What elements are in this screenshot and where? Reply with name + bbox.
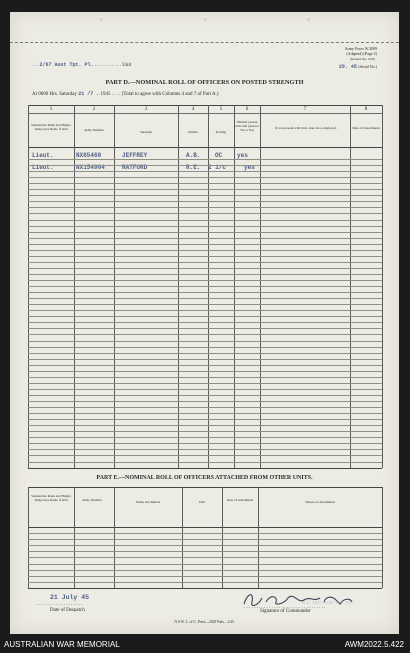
header-bottom-rule — [28, 147, 382, 148]
column-number: 5 — [219, 107, 223, 112]
ruled-line — [28, 359, 382, 360]
ruled-line — [28, 213, 382, 214]
despatch-date-label: . . . . . . . . . . . . . . . . . . . — [36, 602, 83, 607]
unit-typed: 2/67 Aust Tpt. Pl. — [39, 62, 94, 68]
ruled-line — [28, 171, 382, 172]
ruled-line — [28, 353, 382, 354]
ruled-line — [28, 316, 382, 317]
revised-label: (Revised Jan., 1943) — [350, 57, 375, 61]
ruled-line — [28, 545, 382, 546]
part-d-title: PART D.—NOMINAL ROLL OF OFFICERS ON POSTED STRENGTH — [105, 79, 304, 86]
ruled-line — [28, 165, 382, 166]
ruled-line — [28, 551, 382, 552]
signature-label: Signature of Commander — [260, 609, 311, 614]
column-header-posting: Posting — [215, 130, 227, 134]
table-bottom-rule — [28, 468, 382, 469]
column-rule — [382, 487, 383, 588]
footer-institution: AUSTRALIAN WAR MEMORIAL — [4, 640, 120, 649]
column-number: 6 — [245, 107, 249, 112]
ruled-line — [28, 304, 382, 305]
ruled-line — [28, 557, 382, 558]
cell-army-number: NX154904 — [76, 164, 105, 171]
ruled-line — [28, 455, 382, 456]
part-e-header-rank: Substantive Rank and Higher Temporary Rank, if held — [31, 494, 71, 502]
ruled-line — [28, 533, 382, 534]
column-header-army-number: Army Number — [84, 128, 104, 132]
ruled-line — [28, 413, 382, 414]
ruled-line — [28, 238, 382, 239]
column-number: 2 — [92, 107, 96, 112]
ruled-line — [28, 226, 382, 227]
serial-line — [339, 64, 377, 70]
ruled-line — [28, 334, 382, 335]
cell-posting: OC — [215, 152, 223, 159]
ruled-line — [28, 250, 382, 251]
cell-surname: RATFORD — [122, 164, 148, 171]
cell-present: yes — [244, 164, 255, 171]
column-header-detachment: Date of Detachment — [352, 126, 380, 130]
ruled-line — [28, 262, 382, 263]
ruled-line — [28, 383, 382, 384]
ruled-line — [28, 207, 382, 208]
signature-line: . . . . . . . . . . . . . . . . . . . . . . . . . . . . . . . . . — [244, 605, 326, 610]
ruled-line — [28, 431, 382, 432]
ruled-line — [28, 159, 382, 160]
roll-date-typed: 21 /7 . — [78, 91, 100, 97]
column-rule — [28, 487, 29, 588]
ruled-line — [28, 195, 382, 196]
column-header-surname: Surname — [139, 130, 153, 134]
cell-initials: A.B. — [186, 152, 201, 159]
ruled-line — [28, 377, 382, 378]
column-number: 1 — [49, 107, 53, 112]
ruled-line — [28, 177, 382, 178]
ruled-line — [28, 280, 382, 281]
ruled-line — [28, 341, 382, 342]
ruled-line — [28, 183, 382, 184]
column-number: 8 — [364, 107, 368, 112]
cell-present: yes — [237, 152, 248, 159]
ruled-line — [28, 201, 382, 202]
ruled-line — [28, 268, 382, 269]
number-row-rule — [28, 113, 382, 114]
ruled-line — [28, 419, 382, 420]
ruled-line — [28, 244, 382, 245]
punch-hole — [204, 18, 207, 21]
ruled-line — [28, 462, 382, 463]
column-header-initials: Initials — [188, 130, 198, 134]
column-header-present: Whether present with Unit (Answer Yes or No) — [235, 120, 259, 132]
table-top-rule — [28, 105, 382, 106]
punch-hole — [100, 18, 103, 21]
unit-stamp: O.C. 2/67 AUST TPT. PL. — [302, 600, 353, 605]
ruled-line — [28, 298, 382, 299]
column-number: 7 — [303, 107, 307, 112]
cell-army-number: NX65468 — [76, 152, 102, 159]
ruled-line — [28, 570, 382, 571]
part-e-header-unit: Unit — [198, 500, 206, 504]
agree-note: (Total to agree with Columns 4 and 7 of Part A.) — [121, 92, 219, 97]
ruled-line — [28, 407, 382, 408]
column-header-employment: If not present with Unit, state how employed. — [275, 126, 337, 130]
ruled-line — [28, 220, 382, 221]
ruled-line — [28, 347, 382, 348]
ruled-line — [28, 539, 382, 540]
cell-surname: JEFFREY — [122, 152, 148, 159]
printer-imprint: N.S.W. L. of C. Press—2300 Pads—1/45. — [174, 620, 235, 624]
part-e-title: PART E.—NOMINAL ROLL OF OFFICERS ATTACHED FROM OTHER UNITS. — [96, 475, 313, 481]
ruled-line — [28, 437, 382, 438]
ruled-line — [28, 389, 382, 390]
serial-typed: 29. 45 — [338, 64, 357, 70]
column-rule — [382, 105, 383, 468]
unit-line: . . . 2/67 Aust Tpt. Pl. . . . . . . . . . . . Unit — [32, 62, 132, 68]
cell-rank: Lieut. — [32, 152, 54, 159]
punch-hole — [307, 18, 310, 21]
cell-posting: 2 i/c — [208, 164, 227, 171]
ruled-line — [28, 322, 382, 323]
column-rule — [114, 487, 115, 588]
cell-rank: Lieut. — [32, 164, 54, 171]
ruled-line — [28, 292, 382, 293]
ruled-line — [28, 286, 382, 287]
column-header-rank: Substantive Rank and Higher Temporary Rank, if held — [31, 123, 71, 131]
part-e-header-army-number: Army Number — [82, 498, 102, 502]
ruled-line — [28, 371, 382, 372]
column-rule — [222, 487, 223, 588]
serial-label: (Serial No.) — [358, 64, 377, 69]
ruled-line — [28, 443, 382, 444]
army-form-label: Army Form W.3009 — [344, 46, 377, 51]
archive-footer — [0, 634, 410, 653]
part-e-header-date: Date of Attachment — [226, 498, 254, 502]
ruled-line — [28, 582, 382, 583]
despatch-date-typed: 21 July 45 — [50, 594, 90, 601]
ruled-line — [28, 328, 382, 329]
column-number: 3 — [144, 107, 148, 112]
ruled-line — [28, 365, 382, 366]
column-rule — [74, 487, 75, 588]
at-line: At 0600 Hrs. Saturday 21 /7 . 1945 . . . . (Total to agree with Columns 4 and 7 of Part A.) — [32, 91, 219, 97]
adapted-label: (Adapted) (Page 2) — [346, 51, 377, 56]
ruled-line — [28, 189, 382, 190]
ruled-line — [28, 576, 382, 577]
unit-label: Unit — [122, 63, 132, 68]
part-e-header-rule — [28, 527, 382, 528]
perforation-line — [10, 42, 399, 43]
cell-initials: R.E. — [186, 164, 201, 171]
despatch-label: Date of Despatch — [50, 608, 85, 613]
part-e-top-rule — [28, 487, 382, 488]
ruled-line — [28, 274, 382, 275]
part-e-header-nature: Nature of Attachment — [305, 500, 335, 504]
ruled-line — [28, 232, 382, 233]
part-e-header-name: Name and Initials — [135, 500, 161, 504]
ruled-line — [28, 310, 382, 311]
ruled-line — [28, 425, 382, 426]
form-sheet — [10, 12, 399, 634]
ruled-line — [28, 256, 382, 257]
ruled-line — [28, 395, 382, 396]
ruled-line — [28, 564, 382, 565]
at-label: At 0600 Hrs. Saturday — [32, 92, 77, 97]
column-number: 4 — [191, 107, 195, 112]
column-rule — [182, 487, 183, 588]
footer-accession: AWM2022.5.422 — [344, 640, 404, 649]
ruled-line — [28, 401, 382, 402]
column-rule — [258, 487, 259, 588]
ruled-line — [28, 449, 382, 450]
roll-year: 1945 — [100, 92, 111, 97]
